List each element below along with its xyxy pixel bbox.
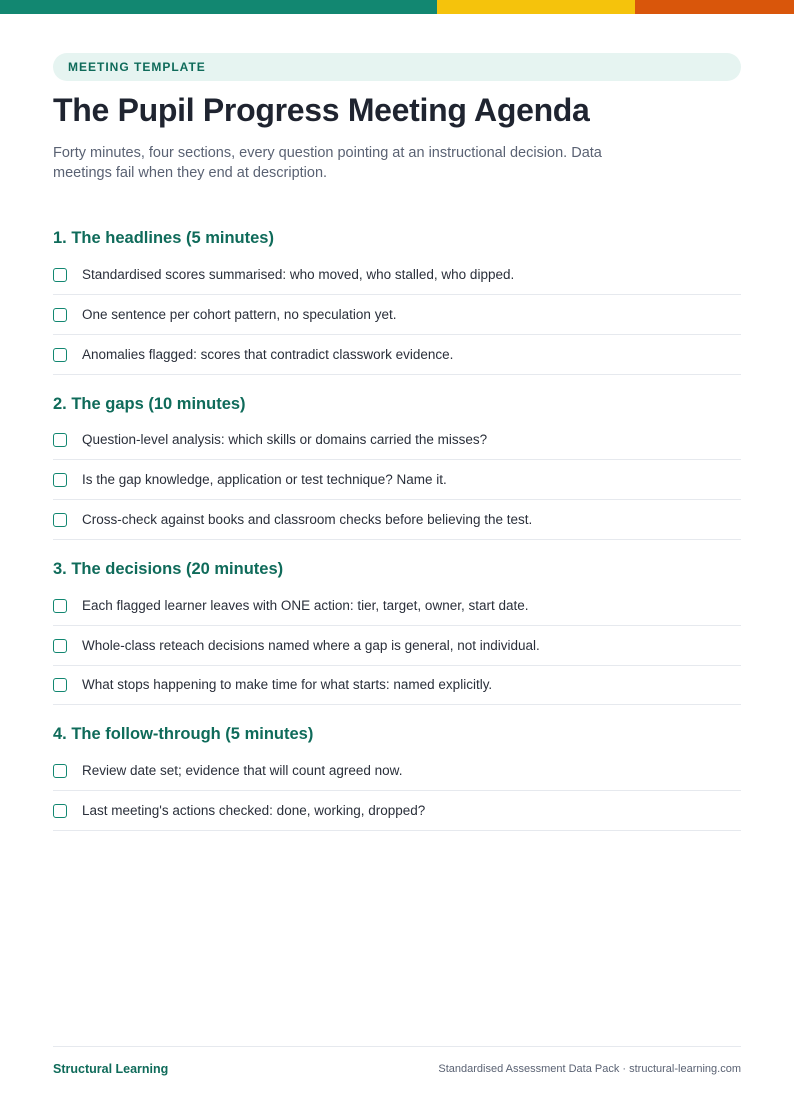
checklist-item[interactable]	[53, 295, 741, 335]
checkbox-icon[interactable]	[53, 433, 67, 447]
checklist-item-text: Review date set; evidence that will count agreed now.	[82, 763, 403, 778]
page-subtitle: Forty minutes, four sections, every question pointing at an instructional decision. Data meetings fail when they end at description.	[53, 145, 602, 181]
checkbox-icon[interactable]	[53, 473, 67, 487]
checklist-item[interactable]	[53, 791, 741, 831]
checkbox-icon[interactable]	[53, 268, 67, 282]
top-bar-orange	[635, 0, 794, 14]
checkbox-icon[interactable]	[53, 599, 67, 613]
checklist-item-text: One sentence per cohort pattern, no speculation yet.	[82, 307, 397, 322]
footer-divider	[53, 1046, 741, 1047]
checklist-item[interactable]	[53, 255, 741, 295]
checklist-item-text: Standardised scores summarised: who moved, who stalled, who dipped.	[82, 267, 515, 282]
checklist-item[interactable]	[53, 586, 741, 626]
top-bar-yellow	[437, 0, 635, 14]
checklist-item[interactable]	[53, 420, 741, 460]
checklist-item-text: Anomalies flagged: scores that contradict classwork evidence.	[82, 347, 454, 362]
template-tag	[53, 53, 741, 81]
checklist-item[interactable]	[53, 751, 741, 791]
checklist-item-text: Cross-check against books and classroom checks before believing the test.	[82, 512, 533, 527]
checklist-item-text: Is the gap knowledge, application or test technique? Name it.	[82, 472, 447, 487]
checklist-item-text: Each flagged learner leaves with ONE action: tier, target, owner, start date.	[82, 598, 529, 613]
footer-brand: Structural Learning	[53, 1062, 169, 1076]
checklist-item[interactable]	[53, 665, 741, 705]
section-heading-gaps: 2. The gaps (10 minutes)	[53, 395, 246, 413]
template-tag-label: MEETING TEMPLATE	[68, 60, 206, 74]
page-title: The Pupil Progress Meeting Agenda	[53, 92, 590, 128]
top-color-bar	[0, 0, 794, 14]
checkbox-icon[interactable]	[53, 678, 67, 692]
checkbox-icon[interactable]	[53, 804, 67, 818]
checklist-item-text: What stops happening to make time for what starts: named explicitly.	[82, 677, 493, 692]
checklist-item[interactable]	[53, 460, 741, 500]
checklist-item-text: Whole-class reteach decisions named where a gap is general, not individual.	[82, 638, 540, 653]
footer-source: Standardised Assessment Data Pack · structural-learning.com	[438, 1063, 741, 1075]
checklist-item[interactable]	[53, 335, 741, 375]
checkbox-icon[interactable]	[53, 348, 67, 362]
section-heading-decisions: 3. The decisions (20 minutes)	[53, 560, 284, 578]
top-bar-green	[0, 0, 437, 14]
checklist-item-text: Question-level analysis: which skills or domains carried the misses?	[82, 432, 488, 447]
checklist-item[interactable]	[53, 626, 741, 666]
checklist-item-text: Last meeting's actions checked: done, working, dropped?	[82, 803, 426, 818]
checkbox-icon[interactable]	[53, 639, 67, 653]
checkbox-icon[interactable]	[53, 764, 67, 778]
section-heading-follow-through: 4. The follow-through (5 minutes)	[53, 725, 314, 743]
section-heading-headlines: 1. The headlines (5 minutes)	[53, 229, 274, 247]
checkbox-icon[interactable]	[53, 513, 67, 527]
checklist-item[interactable]	[53, 500, 741, 540]
checkbox-icon[interactable]	[53, 308, 67, 322]
